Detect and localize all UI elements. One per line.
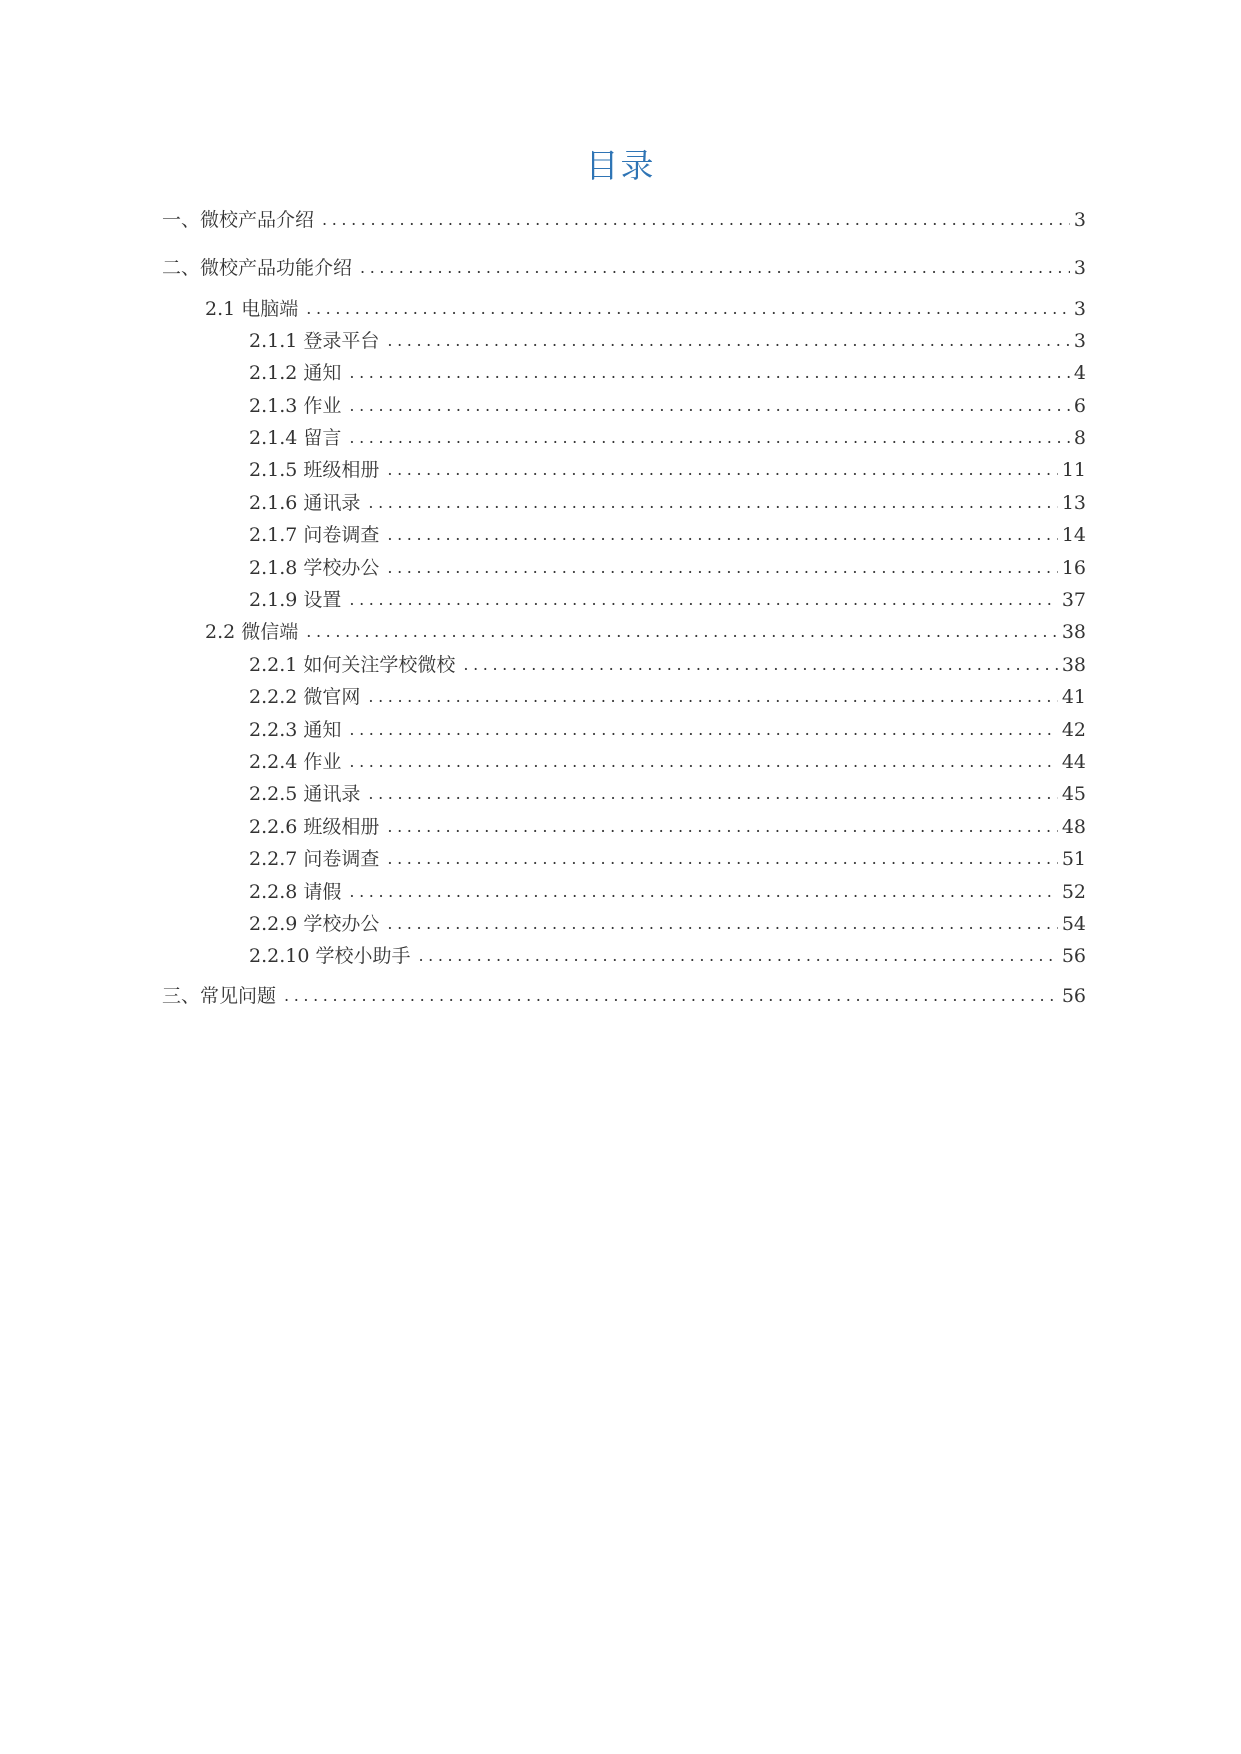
toc-entry-page: 52 (1061, 881, 1086, 903)
toc-dot-leader (387, 456, 1057, 484)
toc-entry-pc-message[interactable] (249, 424, 1086, 452)
toc-entry-label: 三、常见问题 (162, 985, 277, 1007)
toc-dot-leader (368, 780, 1057, 808)
toc-entry-page: 45 (1061, 783, 1086, 805)
toc-entry-pc-login[interactable] (249, 327, 1086, 355)
toc-entry-pc-survey[interactable] (249, 521, 1086, 549)
toc-entry-label: 2.2 微信端 (205, 621, 299, 643)
toc-entry-label: 2.2.6 班级相册 (249, 816, 380, 838)
toc-entry-page: 8 (1073, 427, 1086, 449)
toc-entry-page: 16 (1061, 557, 1086, 579)
toc-entry-wechat-album[interactable] (249, 813, 1086, 841)
toc-entry-label: 2.1 电脑端 (205, 298, 299, 320)
toc-entry-label: 2.2.3 通知 (249, 719, 342, 741)
toc-entry-label: 2.1.7 问卷调查 (249, 524, 380, 546)
toc-dot-leader (387, 554, 1057, 582)
toc-entry-page: 38 (1061, 621, 1086, 643)
toc-entry-label: 二、微校产品功能介绍 (162, 257, 353, 279)
toc-dot-leader (349, 586, 1057, 614)
toc-entry-page: 56 (1061, 985, 1086, 1007)
toc-dot-leader (284, 982, 1058, 1010)
toc-dot-leader (349, 424, 1070, 452)
toc-entry-page: 41 (1061, 686, 1086, 708)
toc-entry-wechat-website[interactable] (249, 683, 1086, 711)
toc-entry-page: 38 (1061, 654, 1086, 676)
toc-entry-label: 2.1.4 留言 (249, 427, 342, 449)
toc-entry-label: 2.2.7 问卷调查 (249, 848, 380, 870)
toc-entry-page: 13 (1061, 492, 1086, 514)
toc-entry-pc[interactable] (205, 295, 1086, 323)
toc-entry-page: 37 (1061, 589, 1086, 611)
toc-entry-label: 2.1.9 设置 (249, 589, 342, 611)
toc-entry-label: 2.1.3 作业 (249, 395, 342, 417)
toc-entry-page: 6 (1073, 395, 1086, 417)
toc-entry-label: 2.1.8 学校办公 (249, 557, 380, 579)
toc-entry-label: 2.2.4 作业 (249, 751, 342, 773)
toc-entry-wechat-survey[interactable] (249, 845, 1086, 873)
toc-dot-leader (418, 942, 1057, 970)
toc-dot-leader (349, 748, 1057, 776)
toc-entry-page: 44 (1061, 751, 1086, 773)
toc-entry-product-features[interactable] (162, 254, 1086, 282)
toc-dot-leader (387, 813, 1057, 841)
toc-entry-page: 4 (1073, 362, 1086, 384)
toc-dot-leader (322, 206, 1070, 234)
toc-dot-leader (349, 878, 1057, 906)
toc-dot-leader (387, 327, 1070, 355)
toc-dot-leader (387, 910, 1057, 938)
toc-entry-pc-album[interactable] (249, 456, 1086, 484)
toc-entry-pc-office[interactable] (249, 554, 1086, 582)
toc-entry-wechat-notice[interactable] (249, 716, 1086, 744)
toc-dot-leader (387, 845, 1057, 873)
toc-dot-leader (368, 489, 1057, 517)
toc-entry-wechat-leave[interactable] (249, 878, 1086, 906)
toc-entry-label: 2.1.6 通讯录 (249, 492, 361, 514)
toc-dot-leader (306, 618, 1058, 646)
toc-title: 目录 (585, 146, 656, 185)
toc-dot-leader (368, 683, 1057, 711)
toc-dot-leader (360, 254, 1070, 282)
toc-entry-label: 2.2.5 通讯录 (249, 783, 361, 805)
toc-entry-page: 11 (1061, 459, 1086, 481)
toc-entry-page: 3 (1073, 330, 1086, 352)
toc-entry-wechat-office[interactable] (249, 910, 1086, 938)
toc-entry-wechat[interactable] (205, 618, 1086, 646)
toc-entry-wechat-follow[interactable] (249, 651, 1086, 679)
toc-entry-label: 2.1.1 登录平台 (249, 330, 380, 352)
toc-entry-pc-notice[interactable] (249, 359, 1086, 387)
toc-entry-page: 14 (1061, 524, 1086, 546)
toc-entry-page: 3 (1073, 298, 1086, 320)
toc-entry-wechat-homework[interactable] (249, 748, 1086, 776)
toc-entry-wechat-contacts[interactable] (249, 780, 1086, 808)
toc-dot-leader (306, 295, 1070, 323)
toc-entry-page: 3 (1073, 209, 1086, 231)
toc-entry-wechat-assistant[interactable] (249, 942, 1086, 970)
toc-entry-faq[interactable] (162, 982, 1086, 1010)
toc-entry-pc-settings[interactable] (249, 586, 1086, 614)
toc-entry-page: 48 (1061, 816, 1086, 838)
toc-dot-leader (349, 392, 1070, 420)
toc-entry-page: 51 (1061, 848, 1086, 870)
toc-entry-label: 2.2.1 如何关注学校微校 (249, 654, 456, 676)
toc-entry-page: 42 (1061, 719, 1086, 741)
toc-entry-label: 2.1.2 通知 (249, 362, 342, 384)
toc-entry-label: 2.1.5 班级相册 (249, 459, 380, 481)
toc-entry-label: 2.2.9 学校办公 (249, 913, 380, 935)
toc-entry-page: 3 (1073, 257, 1086, 279)
toc-entry-label: 2.2.10 学校小助手 (249, 945, 411, 967)
toc-dot-leader (463, 651, 1057, 679)
toc-entry-pc-homework[interactable] (249, 392, 1086, 420)
toc-entry-page: 56 (1061, 945, 1086, 967)
toc-entry-page: 54 (1061, 913, 1086, 935)
toc-dot-leader (349, 716, 1057, 744)
toc-entry-product-intro[interactable] (162, 206, 1086, 234)
toc-entry-label: 2.2.2 微官网 (249, 686, 361, 708)
toc-entry-label: 2.2.8 请假 (249, 881, 342, 903)
toc-entry-label: 一、微校产品介绍 (162, 209, 315, 231)
toc-dot-leader (387, 521, 1057, 549)
toc-dot-leader (349, 359, 1070, 387)
toc-entry-pc-contacts[interactable] (249, 489, 1086, 517)
